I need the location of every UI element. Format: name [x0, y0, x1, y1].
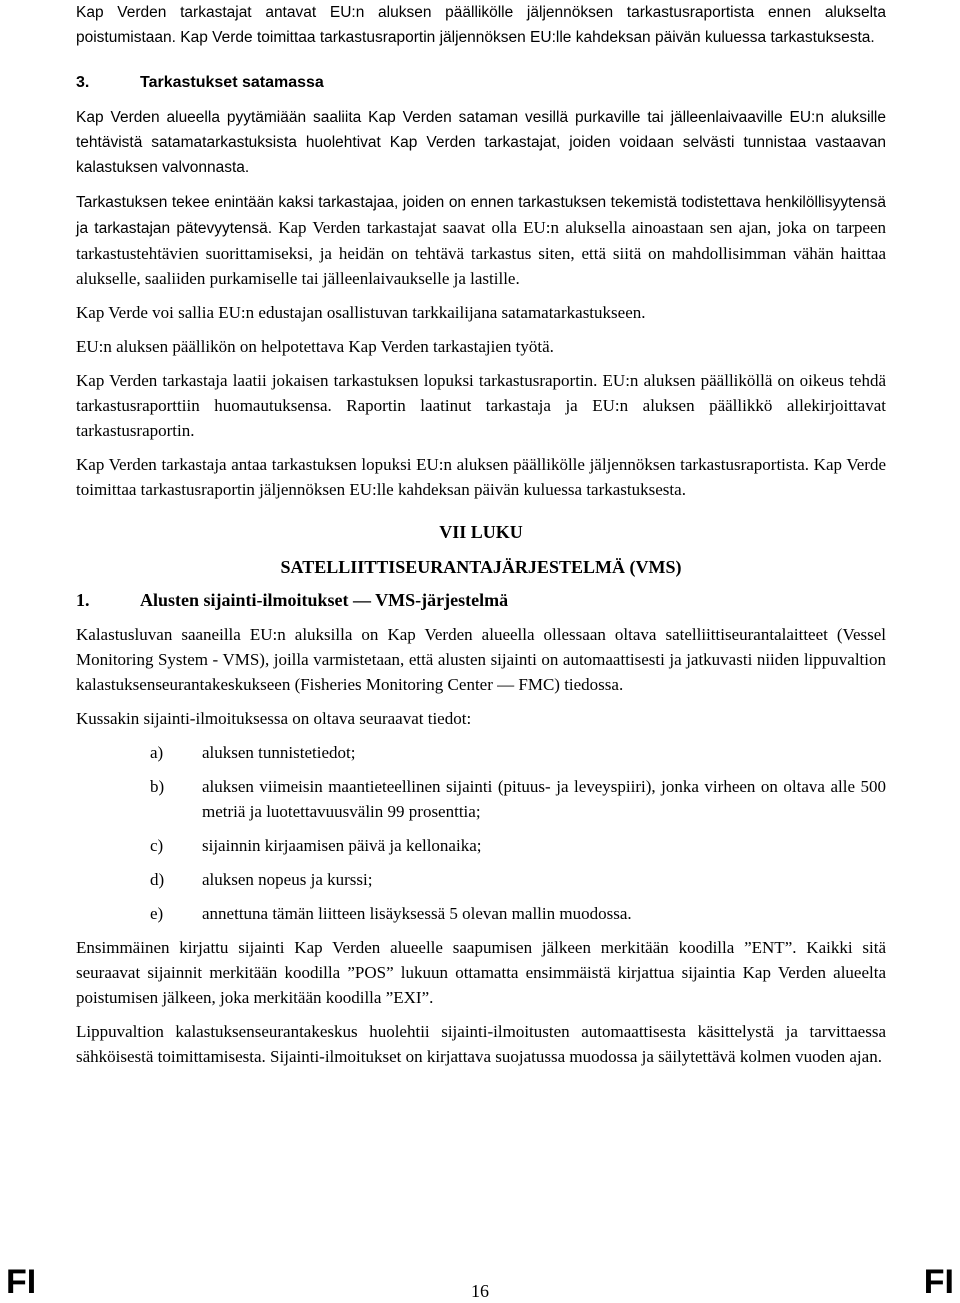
list-item-label: b)	[150, 777, 165, 796]
top-paragraph: Kap Verden tarkastajat antavat EU:n aluksen päällikölle jäljennöksen tarkastusraportista ennen alukselta poistumistaan. Kap Verde toimittaa tarkastusraportin jäljennöksen EU:lle kahdeksan päivän kuluessa tarkastuksesta.	[76, 4, 886, 46]
section-3-paragraph-6: Kap Verden tarkastaja antaa tarkastuksen lopuksi EU:n aluksen päällikölle jäljennöksen tarkastusraportista. Kap Verde toimittaa tarkastusraportin jäljennöksen EU:lle kahdeksan päivän kuluessa tarkastuksesta.	[76, 455, 886, 499]
position-report-fields-list	[76, 740, 886, 926]
list-item	[76, 833, 886, 858]
section-3-paragraph-1: Kap Verden alueella pyytämiään saaliita Kap Verden sataman vesillä purkaville tai jälleenlaivaaville EU:n aluksille tehtävistä satamatarkastuksista huolehtivat Kap Verden tarkastajat, joiden voidaan selvästi tunnistaa vastaavan kalastuksen valvonnasta.	[76, 109, 886, 176]
section-1-number: 1.	[76, 590, 90, 610]
list-item-text: annettuna tämän liitteen lisäyksessä 5 olevan mallin muodossa.	[202, 904, 632, 923]
section-3-paragraph-2-serif: Kap Verden tarkastajat saavat olla EU:n aluksella ainoastaan sen ajan, joka on tarpeen tarkastustehtävien suorittamiseksi, ja heidän on tehtävä tarkastus siten, että siitä on mahdollisimman vähän haittaa alukselle, saaliiden purkamiselle tai jälleenlaivaukselle ja lastille.	[76, 218, 886, 288]
section-1-title: Alusten sijainti-ilmoitukset — VMS-järjestelmä	[140, 590, 509, 610]
list-item	[76, 740, 886, 765]
list-item-label: c)	[150, 836, 164, 855]
list-item	[76, 901, 886, 926]
section-1-paragraph-1: Kalastusluvan saaneilla EU:n aluksilla on Kap Verden alueella ollessaan oltava satelliittiseurantalaitteet (Vessel Monitoring System - VMS), joilla varmistetaan, että alusten sijainti on automaattisesti ja jatkuvasti niiden lippuvaltion kalastuksenseurantakeskukseen (Fisheries Monitoring Center — FMC) tiedossa.	[76, 625, 886, 694]
section-3-heading	[76, 70, 886, 95]
page-number: 16	[471, 1281, 489, 1301]
section-3-title: Tarkastukset satamassa	[140, 74, 324, 91]
section-3-paragraph-4: EU:n aluksen päällikön on helpotettava Kap Verden tarkastajien työtä.	[76, 337, 554, 356]
list-item-text: aluksen nopeus ja kurssi;	[202, 870, 373, 889]
document-page	[76, 0, 886, 1078]
list-item-text: aluksen viimeisin maantieteellinen sijainti (pituus- ja leveyspiiri), jonka virheen on oltava alle 500 metriä ja luotettavuusvälin 99 prosenttia;	[202, 777, 886, 821]
section-1-paragraph-3: Ensimmäinen kirjattu sijainti Kap Verden alueelle saapumisen jälkeen merkitään koodilla ”ENT”. Kaikki sitä seuraavat sijainnit merkitään koodilla ”POS” lukuun ottamatta ensimmäistä kirjattua sijaintia Kap Verden alueelta poistumisen jälkeen, joka merkitään koodilla ”EXI”.	[76, 938, 886, 1007]
chapter-number: VII LUKU	[439, 522, 523, 542]
chapter-title: SATELLIITTISEURANTAJÄRJESTELMÄ (VMS)	[280, 557, 682, 577]
footer-language-right: FI	[923, 1263, 954, 1301]
section-3-paragraph-5: Kap Verden tarkastaja laatii jokaisen tarkastuksen lopuksi tarkastusraportin. EU:n aluksen päälliköllä on oikeus tehdä tarkastusraporttiin huomautuksensa. Raportin laatinut tarkastaja ja EU:n aluksen päällikkö allekirjoittavat tarkastusraportin.	[76, 371, 886, 440]
list-item-text: sijainnin kirjaamisen päivä ja kellonaika;	[202, 836, 482, 855]
section-3-paragraph-3: Kap Verde voi sallia EU:n edustajan osallistuvan tarkkailijana satamatarkastukseen.	[76, 303, 646, 322]
list-item	[76, 867, 886, 892]
list-item-text: aluksen tunnistetiedot;	[202, 743, 356, 762]
list-item	[76, 774, 886, 824]
list-item-label: e)	[150, 904, 164, 923]
list-item-label: a)	[150, 743, 164, 762]
section-1-paragraph-2: Kussakin sijainti-ilmoituksessa on oltava seuraavat tiedot:	[76, 709, 472, 728]
list-item-label: d)	[150, 870, 165, 889]
footer-language-left: FI	[6, 1263, 37, 1301]
section-3-paragraph-2	[76, 189, 886, 291]
section-3-paragraph-2-sans: Tarkastuksen tekee enintään kaksi tarkastajaa, joiden on ennen tarkastuksen tekemistä todistettava henkilöllisyytensä ja tarkastajan pätevyytensä.	[76, 194, 886, 237]
section-3-number: 3.	[76, 74, 90, 91]
section-1-paragraph-4: Lippuvaltion kalastuksenseurantakeskus huolehtii sijainti-ilmoitusten automaattisesta käsittelystä ja tarvittaessa sähköisestä toimittamisesta. Sijainti-ilmoitukset on kirjattava suojatussa muodossa ja säilytettävä kolmen vuoden ajan.	[76, 1022, 886, 1066]
section-1-heading	[76, 588, 886, 613]
